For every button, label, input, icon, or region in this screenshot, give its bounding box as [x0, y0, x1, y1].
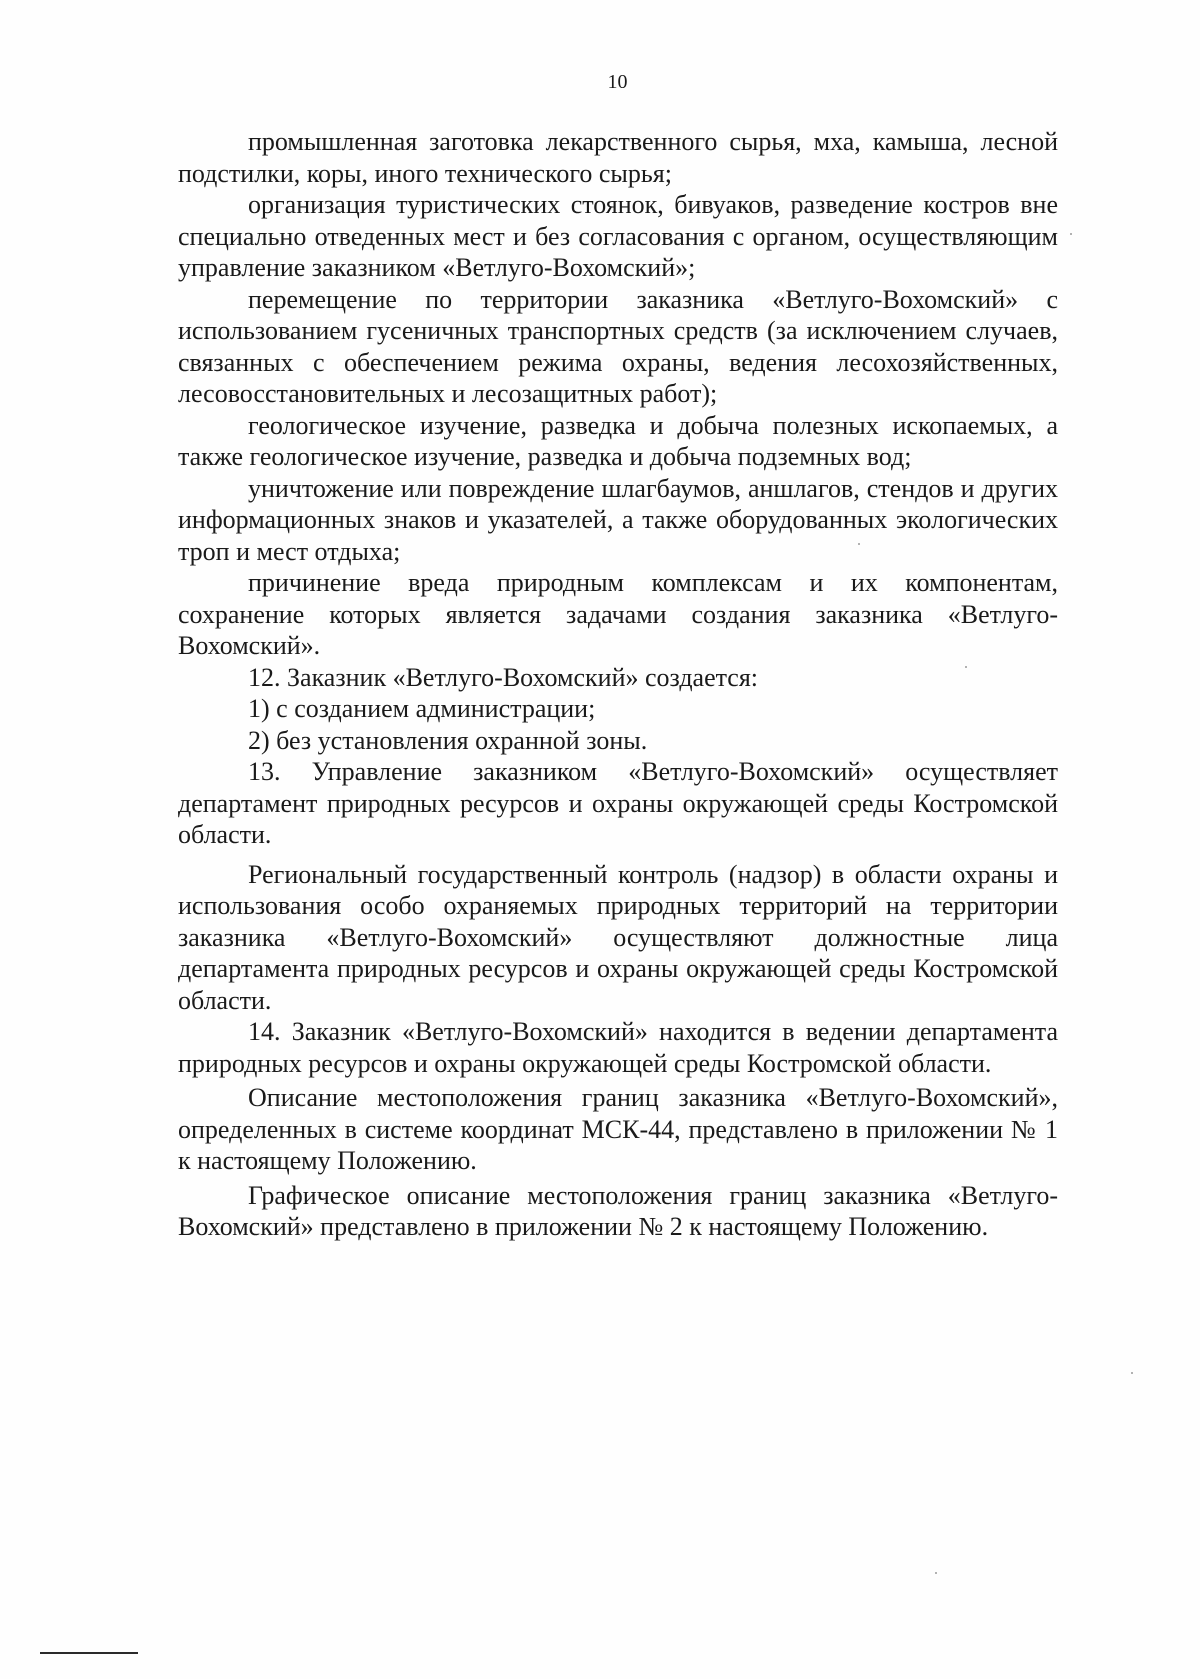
scan-speck [858, 543, 860, 545]
paragraph-prohibition-tracked-vehicles: перемещение по территории заказника «Ветлуго-Вохомский» с использованием гусеничных транспортных средств (за исключением случаев, связанных с обеспечением режима охраны, ведения лесохозяйственных, лесовосстановительных и лесозащитных работ); [178, 284, 1058, 408]
paragraph-prohibition-geology: геологическое изучение, разведка и добыча полезных ископаемых, а также геологическое изучение, разведка и добыча подземных вод; [178, 410, 1058, 471]
paragraph-graphic-description: Графическое описание местоположения границ заказника «Ветлуго-Вохомский» представлено в приложении № 2 к настоящему Положению. [178, 1180, 1058, 1241]
paragraph-regional-control: Региональный государственный контроль (надзор) в области охраны и использования особо охраняемых природных территорий на территории заказника «Ветлуго-Вохомский» осуществляют должностные лица департамента природных ресурсов и охраны окружающей среды Костромской области. [178, 859, 1058, 1015]
page-number: 10 [607, 71, 628, 93]
paragraph-item-13: 13. Управление заказником «Ветлуго-Вохомский» осуществляет департамент природных ресурсов и охраны окружающей среды Костромской области. [178, 757, 1058, 849]
footer-rule [40, 1652, 138, 1654]
scan-speck [1070, 233, 1072, 235]
paragraph-prohibition-harvesting: промышленная заготовка лекарственного сырья, мха, камыша, лесной подстилки, коры, иного технического сырья; [178, 127, 1058, 188]
paragraph-prohibition-signs-damage: уничтожение или повреждение шлагбаумов, аншлагов, стендов и других информационных знаков и указателей, а также оборудованных экологических троп и мест отдыха; [178, 473, 1058, 566]
paragraph-item-12-1: 1) с созданием администрации; [248, 694, 596, 723]
scan-speck [935, 1572, 937, 1574]
paragraph-boundary-description: Описание местоположения границ заказника «Ветлуго-Вохомский», определенных в системе координат МСК-44, представлено в приложении № 1 к настоящему Положению. [178, 1083, 1058, 1175]
paragraph-prohibition-harm: причинение вреда природным комплексам и их компонентам, сохранение которых является задачами создания заказника «Ветлуго-Вохомский». [178, 568, 1058, 660]
scan-speck [965, 666, 967, 668]
document-body [178, 126, 1058, 1243]
paragraph-item-12: 12. Заказник «Ветлуго-Вохомский» создается: [248, 662, 759, 692]
paragraph-item-12-2: 2) без установления охранной зоны. [248, 725, 648, 755]
paragraph-item-14: 14. Заказник «Ветлуго-Вохомский» находится в ведении департамента природных ресурсов и охраны окружающей среды Костромской области. [178, 1017, 1058, 1078]
paragraph-prohibition-camping: организация туристических стоянок, бивуаков, разведение костров вне специально отведенных мест и без согласования с органом, осуществляющим управление заказником «Ветлуго-Вохомский»; [178, 190, 1058, 282]
scan-speck [1131, 1372, 1133, 1374]
